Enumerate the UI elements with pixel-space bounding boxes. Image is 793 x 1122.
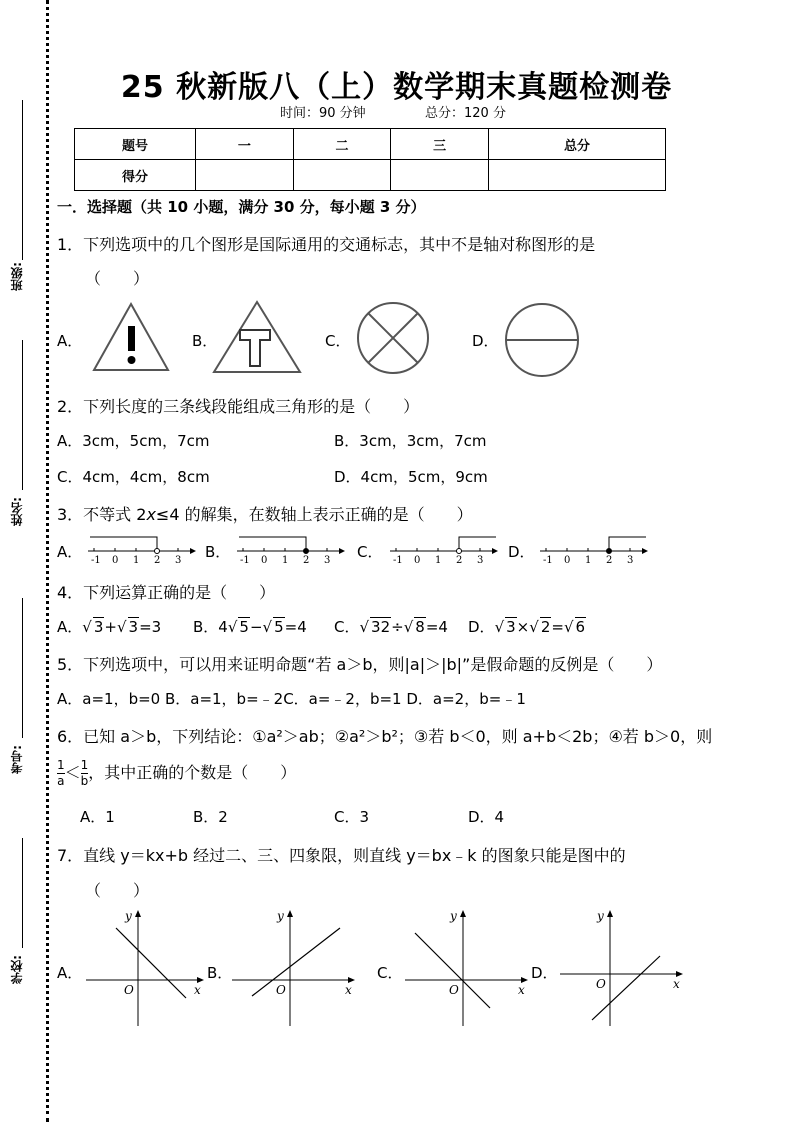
- q7-blank: （ ）: [85, 881, 150, 900]
- t-junction-sign-icon: [210, 298, 306, 376]
- exam-no-label: 考号:: [10, 745, 24, 774]
- q1-blank: （ ）: [85, 269, 150, 288]
- q6-option-a[interactable]: A．1: [80, 808, 115, 826]
- fill-line-name: [22, 340, 23, 490]
- radicand: 5: [274, 618, 284, 636]
- tick-label: -1: [240, 555, 250, 566]
- class-label: 班级:: [10, 262, 24, 291]
- q2-option-c[interactable]: C．4cm，4cm，8cm: [57, 468, 210, 486]
- solid-point: [304, 549, 309, 554]
- y-axis-arrow: [460, 910, 466, 917]
- tick-label: 1: [435, 555, 442, 566]
- axis-arrow: [190, 548, 196, 554]
- q3-stem-post: ≤4 的解集，在数轴上表示正确的是（ ）: [155, 505, 473, 524]
- q3-option-c[interactable]: C．: [357, 543, 383, 561]
- q4-option-a[interactable]: A．√ 3+√ 3=3: [57, 618, 162, 636]
- tick-label: 2: [154, 555, 161, 566]
- number-line-b: [235, 533, 347, 567]
- score-table: [74, 128, 666, 191]
- result: =4: [284, 618, 307, 636]
- hollow-point: [457, 549, 462, 554]
- number-line-a: [86, 533, 198, 567]
- numerator: 1: [57, 758, 65, 772]
- solution-ray: [239, 537, 306, 551]
- radicand: 3: [93, 618, 104, 636]
- warning-sign-icon: [90, 300, 172, 374]
- radicand: 3: [128, 618, 139, 636]
- tick-label: 1: [585, 555, 592, 566]
- school-label: 学校:: [10, 955, 24, 984]
- solution-ray: [90, 537, 157, 551]
- tick-label: 3: [477, 555, 484, 566]
- q6-option-c[interactable]: C．3: [334, 808, 370, 826]
- q7-option-d[interactable]: D．: [531, 964, 558, 982]
- q2-option-a[interactable]: A．3cm，5cm，7cm: [57, 432, 210, 450]
- page-title: 25 秋新版八（上）数学期末真题检测卷: [120, 70, 673, 105]
- score-input-cell[interactable]: [196, 160, 294, 191]
- exam-time: 时间：90 分钟: [280, 106, 366, 121]
- origin-label: O: [596, 977, 606, 991]
- y-axis-label: y: [597, 909, 604, 923]
- q7-option-a[interactable]: A．: [57, 964, 83, 982]
- origin-label: O: [449, 983, 459, 997]
- fill-line-school: [22, 838, 23, 948]
- q3-stem-pre: 3．不等式 2: [57, 505, 147, 524]
- result: =3: [139, 618, 162, 636]
- radicand: 6: [575, 618, 586, 636]
- q3-variable: x: [146, 505, 156, 524]
- tick-label: 3: [175, 555, 182, 566]
- less-than: ＜: [64, 763, 81, 782]
- tick-label: -1: [543, 555, 553, 566]
- q3-option-a[interactable]: A．: [57, 543, 83, 561]
- q1-option-b[interactable]: B．: [192, 332, 218, 350]
- operator: +: [104, 618, 117, 636]
- solution-ray: [459, 537, 496, 551]
- function-line: [252, 928, 340, 996]
- tick-label: 1: [133, 555, 140, 566]
- score-input-cell[interactable]: [391, 160, 489, 191]
- score-input-cell[interactable]: [293, 160, 391, 191]
- fraction-1-over-a: [57, 758, 65, 789]
- q3-option-b[interactable]: B．: [205, 543, 231, 561]
- tick-label: 0: [564, 555, 571, 566]
- q4-option-c[interactable]: C．√ 32÷√ 8=4: [334, 618, 448, 636]
- q2-option-b[interactable]: B．3cm，3cm，7cm: [334, 432, 487, 450]
- y-axis-label: y: [277, 909, 284, 923]
- q7-option-c[interactable]: C．: [377, 964, 403, 982]
- graph-b: [232, 908, 357, 1028]
- denominator: a: [57, 774, 65, 788]
- q1-option-a[interactable]: A．: [57, 332, 83, 350]
- x-axis-label: x: [194, 983, 201, 997]
- tick-label: 0: [261, 555, 268, 566]
- radicand: 32: [371, 618, 391, 636]
- radicand: 5: [239, 618, 249, 636]
- q6-tail: ，其中正确的个数是（ ）: [88, 763, 297, 782]
- score-input-cell[interactable]: [489, 160, 666, 191]
- tick-label: 2: [456, 555, 463, 566]
- q1-option-c[interactable]: C．: [325, 332, 351, 350]
- tick-label: 0: [414, 555, 421, 566]
- table-row: [75, 160, 666, 191]
- q5-stem: 5．下列选项中，可以用来证明命题“若 a＞b，则|a|＞|b|”是假命题的反例是（ ）: [57, 655, 663, 674]
- tick-label: 2: [303, 555, 310, 566]
- table-cell: 题号: [75, 129, 196, 160]
- q5-options[interactable]: A．a=1，b=0 B．a=1，b=﹣2C．a=﹣2，b=1 D．a=2，b=﹣1: [57, 690, 526, 708]
- q7-option-b[interactable]: B．: [207, 964, 233, 982]
- axis-arrow: [492, 548, 498, 554]
- graph-d: [560, 908, 685, 1028]
- q4-option-d[interactable]: D．√ 3×√ 2=√ 6: [468, 618, 586, 636]
- solid-point: [607, 549, 612, 554]
- q6-stem: 6．已知 a＞b，下列结论：①a²＞ab；②a²＞b²；③若 b＜0，则 a+b＜2b；④若 b＞0，则: [57, 727, 713, 746]
- y-axis-label: y: [450, 909, 457, 923]
- binding-dotted-line: [46, 0, 49, 1122]
- q4-d-label: D．: [468, 618, 495, 636]
- tick-label: 2: [606, 555, 613, 566]
- q4-c-label: C．: [334, 618, 360, 636]
- origin-label: O: [276, 983, 286, 997]
- q4-a-label: A．: [57, 618, 83, 636]
- number-line-d: [538, 533, 650, 567]
- q2-stem: 2．下列长度的三条线段能组成三角形的是（ ）: [57, 397, 420, 416]
- q4-b-label: B．4: [193, 618, 228, 636]
- y-axis-arrow: [287, 910, 293, 917]
- table-cell: 得分: [75, 160, 196, 191]
- operator: ×: [516, 618, 530, 636]
- q1-stem: 1．下列选项中的几个图形是国际通用的交通标志，其中不是轴对称图形的是: [57, 235, 596, 254]
- tick-label: 3: [324, 555, 331, 566]
- x-axis-label: x: [673, 977, 680, 991]
- q4-option-b[interactable]: B．4√ 5−√ 5=4: [193, 618, 307, 636]
- y-axis-arrow: [135, 910, 141, 917]
- number-line-c: [388, 533, 500, 567]
- tick-label: 1: [282, 555, 289, 566]
- q7-stem: 7．直线 y＝kx+b 经过二、三、四象限，则直线 y＝bx﹣k 的图象只能是图中的: [57, 846, 626, 865]
- q6-option-d[interactable]: D．4: [468, 808, 505, 826]
- table-cell: 三: [391, 129, 489, 160]
- y-axis-arrow: [607, 910, 613, 917]
- x-axis-label: x: [345, 983, 352, 997]
- tick-label: -1: [91, 555, 101, 566]
- crossed-circle-sign-icon: [355, 300, 431, 376]
- table-cell: 总分: [489, 129, 666, 160]
- q4-stem: 4．下列运算正确的是（ ）: [57, 583, 276, 602]
- q6-option-b[interactable]: B．2: [193, 808, 228, 826]
- radicand: 3: [506, 618, 516, 636]
- section-heading: 一．选择题（共 10 小题，满分 30 分，每小题 3 分）: [57, 198, 426, 216]
- q6-fraction-line: [57, 758, 296, 789]
- tick-label: 0: [112, 555, 119, 566]
- x-axis-label: x: [518, 983, 525, 997]
- operator: −: [249, 618, 263, 636]
- numerator: 1: [80, 758, 89, 772]
- table-cell: 一: [196, 129, 294, 160]
- q2-option-d[interactable]: D．4cm，5cm，9cm: [334, 468, 488, 486]
- denominator: b: [80, 774, 89, 788]
- tick-label: 3: [627, 555, 634, 566]
- radicand: 2: [540, 618, 551, 636]
- graph-a: [86, 908, 206, 1028]
- fill-line-class: [22, 100, 23, 260]
- y-axis-label: y: [125, 909, 132, 923]
- origin-label: O: [124, 983, 134, 997]
- solution-ray: [609, 537, 646, 551]
- graph-c: [405, 908, 530, 1028]
- hollow-point: [155, 549, 160, 554]
- q3-option-d[interactable]: D．: [508, 543, 535, 561]
- operator: =: [551, 618, 564, 636]
- axis-arrow: [339, 548, 345, 554]
- axis-arrow: [642, 548, 648, 554]
- table-row: [75, 129, 666, 160]
- exam-total-score: 总分：120 分: [425, 106, 506, 121]
- q1-option-d[interactable]: D．: [472, 332, 499, 350]
- tick-label: -1: [393, 555, 403, 566]
- fill-line-exam-no: [22, 598, 23, 738]
- name-label: 姓名:: [10, 497, 24, 526]
- operator: ÷: [391, 618, 404, 636]
- table-cell: 二: [293, 129, 391, 160]
- q3-stem: [57, 502, 473, 525]
- radicand: 8: [415, 618, 425, 636]
- result: =4: [425, 618, 448, 636]
- bar-circle-sign-icon: [503, 302, 581, 378]
